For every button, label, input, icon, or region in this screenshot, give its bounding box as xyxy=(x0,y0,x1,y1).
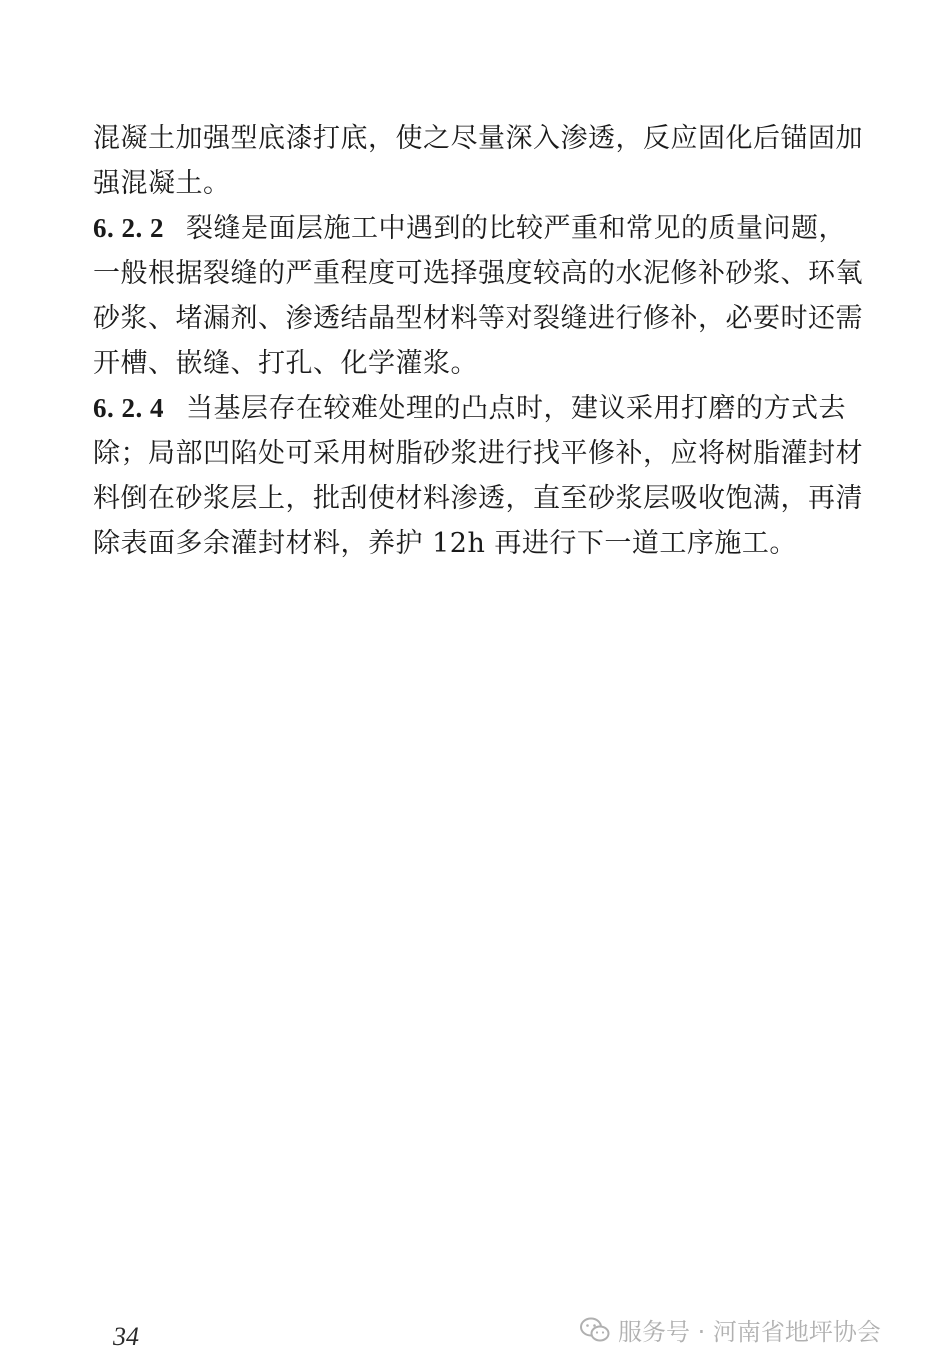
text-line: 强混凝土。 xyxy=(93,168,231,199)
text-line: 除表面多余灌封材料，养护 12h 再进行下一道工序施工。 xyxy=(93,528,797,559)
wechat-icon xyxy=(580,1317,610,1343)
text-line: 料倒在砂浆层上，批刮使材料渗透，直至砂浆层吸收饱满，再清 xyxy=(93,483,863,514)
text-line: 砂浆、堵漏剂、渗透结晶型材料等对裂缝进行修补，必要时还需 xyxy=(93,303,863,334)
body-text xyxy=(93,116,863,566)
text-line: 除；局部凹陷处可采用树脂砂浆进行找平修补，应将树脂灌封材 xyxy=(93,438,863,469)
page-number: 34 xyxy=(113,1322,139,1351)
watermark xyxy=(580,1312,881,1347)
text-line: 一般根据裂缝的严重程度可选择强度较高的水泥修补砂浆、环氧 xyxy=(93,258,863,289)
clause-number: 6. 2. 4 xyxy=(93,393,164,423)
clause-6-2-2-first-line: 6. 2. 2 裂缝是面层施工中遇到的比较严重和常见的质量问题， xyxy=(93,213,846,244)
text-line: 开槽、嵌缝、打孔、化学灌浆。 xyxy=(93,348,478,379)
clause-number: 6. 2. 2 xyxy=(93,213,164,243)
text-line: 混凝土加强型底漆打底，使之尽量深入渗透，反应固化后锚固加 xyxy=(93,123,863,154)
clause-6-2-4-first-line: 6. 2. 4 当基层存在较难处理的凸点时，建议采用打磨的方式去 xyxy=(93,393,846,424)
watermark-text: 服务号 · 河南省地坪协会 xyxy=(618,1318,881,1346)
